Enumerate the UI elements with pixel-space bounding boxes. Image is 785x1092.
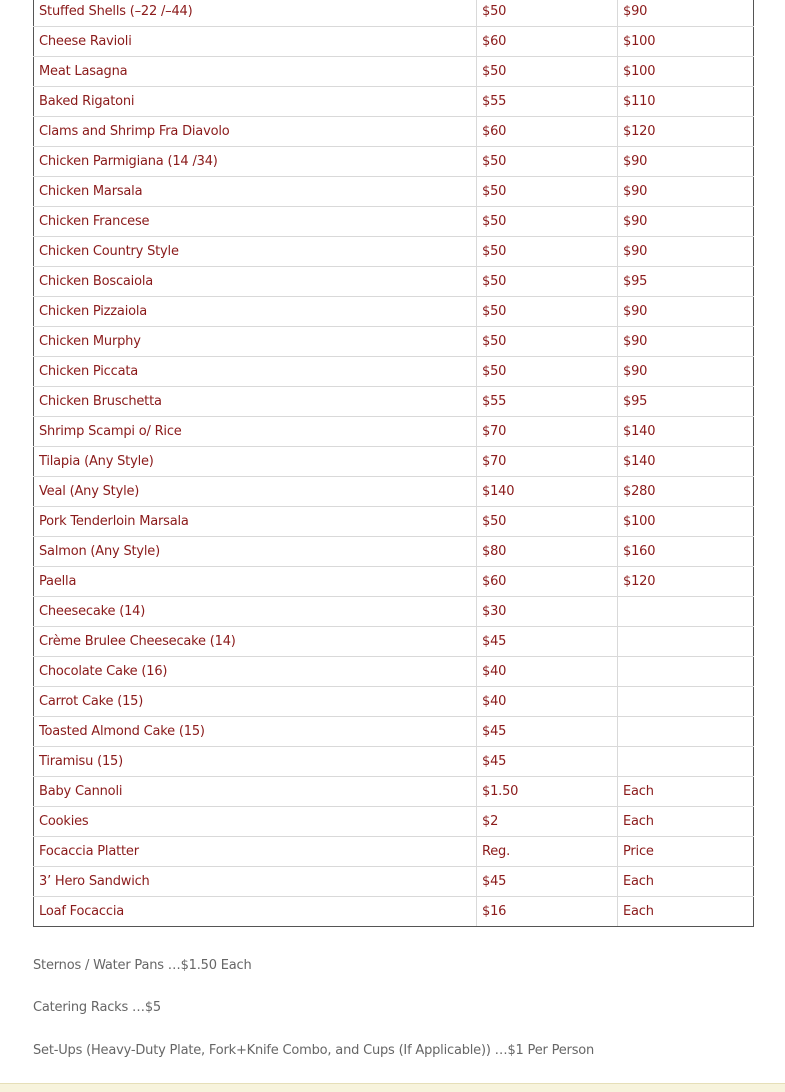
price-full-tray-cell: $100 — [618, 507, 754, 537]
price-full-tray-cell — [618, 627, 754, 657]
table-row — [34, 207, 754, 237]
price-full-tray-cell: Each — [618, 897, 754, 927]
price-half-tray-cell: $45 — [477, 717, 618, 747]
price-full-tray-cell: $90 — [618, 147, 754, 177]
catering-racks-note: Catering Racks …$5 — [33, 1000, 161, 1015]
item-name-cell: Loaf Focaccia — [34, 897, 477, 927]
price-half-tray-cell: $55 — [477, 87, 618, 117]
item-name-cell: Clams and Shrimp Fra Diavolo — [34, 117, 477, 147]
price-half-tray-cell: $50 — [477, 357, 618, 387]
price-half-tray-cell: $55 — [477, 387, 618, 417]
table-row — [34, 747, 754, 777]
item-name-cell: Baby Cannoli — [34, 777, 477, 807]
table-row — [34, 147, 754, 177]
item-name-cell: Shrimp Scampi o/ Rice — [34, 417, 477, 447]
item-name-cell: Carrot Cake (15) — [34, 687, 477, 717]
price-half-tray-cell: $50 — [477, 0, 618, 27]
price-half-tray-cell: $80 — [477, 537, 618, 567]
price-half-tray-cell: $50 — [477, 177, 618, 207]
price-full-tray-cell: $120 — [618, 117, 754, 147]
price-full-tray-cell — [618, 687, 754, 717]
table-row — [34, 777, 754, 807]
price-full-tray-cell — [618, 747, 754, 777]
item-name-cell: Focaccia Platter — [34, 837, 477, 867]
table-row — [34, 807, 754, 837]
price-half-tray-cell: $30 — [477, 597, 618, 627]
price-half-tray-cell: $45 — [477, 867, 618, 897]
table-row — [34, 237, 754, 267]
price-half-tray-cell: $50 — [477, 207, 618, 237]
table-row — [34, 477, 754, 507]
item-name-cell: Cheese Ravioli — [34, 27, 477, 57]
item-name-cell: Chicken Piccata — [34, 357, 477, 387]
price-full-tray-cell: Each — [618, 807, 754, 837]
price-full-tray-cell: $90 — [618, 327, 754, 357]
table-row — [34, 867, 754, 897]
price-half-tray-cell: $70 — [477, 447, 618, 477]
price-full-tray-cell: $140 — [618, 417, 754, 447]
item-name-cell: Veal (Any Style) — [34, 477, 477, 507]
price-full-tray-cell — [618, 597, 754, 627]
table-row — [34, 87, 754, 117]
table-row — [34, 447, 754, 477]
item-name-cell: 3’ Hero Sandwich — [34, 867, 477, 897]
price-half-tray-cell: $60 — [477, 117, 618, 147]
price-half-tray-cell: $40 — [477, 657, 618, 687]
item-name-cell: Tiramisu (15) — [34, 747, 477, 777]
table-row — [34, 837, 754, 867]
price-half-tray-cell: $50 — [477, 57, 618, 87]
item-name-cell: Salmon (Any Style) — [34, 537, 477, 567]
price-half-tray-cell: $45 — [477, 627, 618, 657]
price-full-tray-cell: $95 — [618, 267, 754, 297]
table-row — [34, 537, 754, 567]
item-name-cell: Chicken Francese — [34, 207, 477, 237]
price-table-body — [34, 0, 754, 927]
catering-price-table — [33, 0, 754, 927]
item-name-cell: Baked Rigatoni — [34, 87, 477, 117]
price-full-tray-cell: $110 — [618, 87, 754, 117]
price-half-tray-cell: $40 — [477, 687, 618, 717]
table-row — [34, 0, 754, 27]
price-half-tray-cell: Reg. — [477, 837, 618, 867]
price-half-tray-cell: $50 — [477, 507, 618, 537]
item-name-cell: Toasted Almond Cake (15) — [34, 717, 477, 747]
table-row — [34, 177, 754, 207]
price-half-tray-cell: $1.50 — [477, 777, 618, 807]
table-row — [34, 297, 754, 327]
item-name-cell: Meat Lasagna — [34, 57, 477, 87]
price-half-tray-cell: $60 — [477, 567, 618, 597]
table-row — [34, 897, 754, 927]
price-half-tray-cell: $50 — [477, 147, 618, 177]
price-half-tray-cell: $45 — [477, 747, 618, 777]
price-full-tray-cell — [618, 717, 754, 747]
item-name-cell: Pork Tenderloin Marsala — [34, 507, 477, 537]
price-full-tray-cell: $160 — [618, 537, 754, 567]
item-name-cell: Cheesecake (14) — [34, 597, 477, 627]
setups-note: Set-Ups (Heavy-Duty Plate, Fork+Knife Combo, and Cups (If Applicable)) …$1 Per Person — [33, 1043, 595, 1058]
item-name-cell: Chicken Marsala — [34, 177, 477, 207]
price-half-tray-cell: $60 — [477, 27, 618, 57]
item-name-cell: Paella — [34, 567, 477, 597]
item-name-cell: Chocolate Cake (16) — [34, 657, 477, 687]
price-half-tray-cell: $50 — [477, 327, 618, 357]
item-name-cell: Chicken Murphy — [34, 327, 477, 357]
table-row — [34, 627, 754, 657]
price-full-tray-cell: $280 — [618, 477, 754, 507]
item-name-cell: Crème Brulee Cheesecake (14) — [34, 627, 477, 657]
price-half-tray-cell: $140 — [477, 477, 618, 507]
item-name-cell: Stuffed Shells (–22 /–44) — [34, 0, 477, 27]
table-row — [34, 27, 754, 57]
price-full-tray-cell: $100 — [618, 57, 754, 87]
item-name-cell: Chicken Country Style — [34, 237, 477, 267]
table-row — [34, 507, 754, 537]
table-row — [34, 57, 754, 87]
table-row — [34, 717, 754, 747]
table-row — [34, 357, 754, 387]
price-half-tray-cell: $50 — [477, 267, 618, 297]
price-full-tray-cell: $90 — [618, 357, 754, 387]
table-row — [34, 387, 754, 417]
table-row — [34, 417, 754, 447]
table-row — [34, 597, 754, 627]
price-full-tray-cell: $100 — [618, 27, 754, 57]
price-full-tray-cell: $90 — [618, 177, 754, 207]
price-half-tray-cell: $50 — [477, 297, 618, 327]
sternos-note: Sternos / Water Pans …$1.50 Each — [33, 958, 252, 973]
price-full-tray-cell: $90 — [618, 237, 754, 267]
price-full-tray-cell: $95 — [618, 387, 754, 417]
price-full-tray-cell: $140 — [618, 447, 754, 477]
item-name-cell: Cookies — [34, 807, 477, 837]
table-row — [34, 657, 754, 687]
price-half-tray-cell: $16 — [477, 897, 618, 927]
price-full-tray-cell: Each — [618, 777, 754, 807]
price-full-tray-cell: $90 — [618, 0, 754, 27]
table-row — [34, 327, 754, 357]
item-name-cell: Tilapia (Any Style) — [34, 447, 477, 477]
table-row — [34, 687, 754, 717]
price-full-tray-cell: Price — [618, 837, 754, 867]
price-half-tray-cell: $70 — [477, 417, 618, 447]
item-name-cell: Chicken Boscaiola — [34, 267, 477, 297]
item-name-cell: Chicken Bruschetta — [34, 387, 477, 417]
item-name-cell: Chicken Pizzaiola — [34, 297, 477, 327]
price-full-tray-cell: $90 — [618, 207, 754, 237]
price-full-tray-cell — [618, 657, 754, 687]
table-row — [34, 117, 754, 147]
price-full-tray-cell: Each — [618, 867, 754, 897]
table-row — [34, 267, 754, 297]
table-row — [34, 567, 754, 597]
price-half-tray-cell: $2 — [477, 807, 618, 837]
price-half-tray-cell: $50 — [477, 237, 618, 267]
item-name-cell: Chicken Parmigiana (14 /34) — [34, 147, 477, 177]
price-full-tray-cell: $120 — [618, 567, 754, 597]
price-full-tray-cell: $90 — [618, 297, 754, 327]
